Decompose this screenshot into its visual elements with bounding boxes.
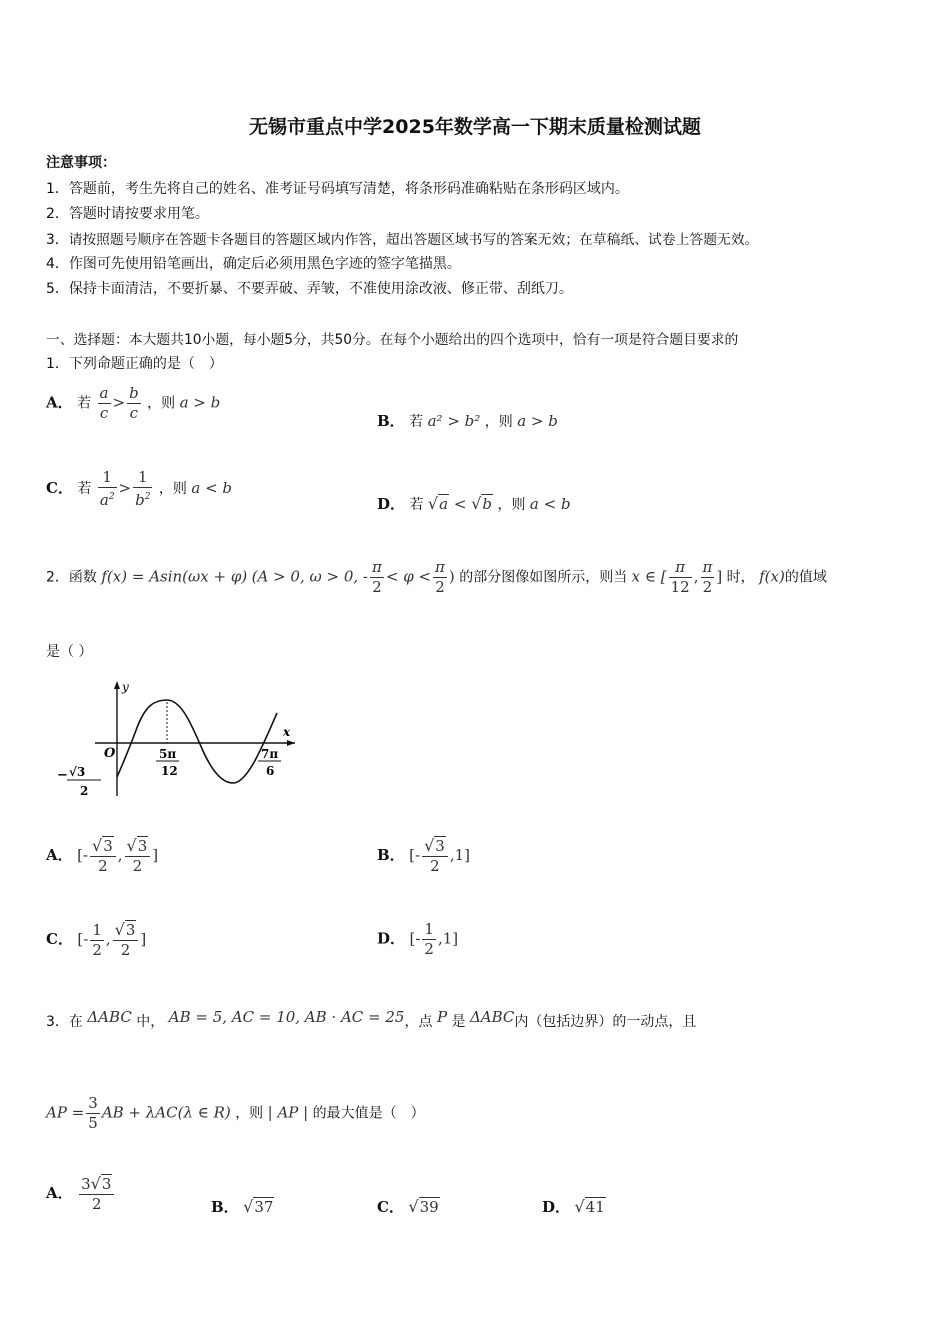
fraction: $\frac{3}{5}$ [88,1094,98,1132]
x-axis-arrow [287,740,295,746]
option-label: B． [377,846,405,864]
page-title: 无锡市重点中学2025年数学高一下期末质量检测试题 [249,116,701,138]
math: | AP | [267,1103,309,1122]
text: 的部分图像如图所示，则当 [459,569,628,586]
text: ，则 [484,414,513,430]
fraction: $\frac{\pi}{2}$ [702,558,713,596]
option-label: A． [46,393,73,412]
q2-option-d[interactable]: D． [- $\frac{1}{2}$ ,1] [377,920,459,958]
math: (A > 0, ω > 0, - [251,567,368,586]
fraction: $\frac{\pi}{12}$ [670,558,690,596]
math: a > b [179,393,221,412]
fraction: $\frac{√3}{2}$ [113,920,139,960]
text: ，则 [497,497,526,513]
q1-stem: 1．下列命题正确的是（ ） [46,356,223,372]
y-label: y [122,680,129,694]
fraction: $\frac{a}{c}$ [99,384,109,422]
math: √a < √b [427,494,492,513]
section-heading: 一、选择题：本大题共10小题，每小题5分，共50分。在每个小题给出的四个选项中，恰有一项是符合题目要求的 [46,332,739,348]
math: ΔABC [469,1008,515,1026]
fraction: $\frac{\pi}{2}$ [435,558,445,596]
x-label: x [283,725,291,739]
text: 的值域 [784,569,827,586]
option-label: D． [377,929,406,948]
fraction: $\frac{1}{a^2}$ [99,468,115,509]
text: 若 [77,481,92,497]
q3-condition [46,1094,425,1133]
option-label: C． [46,479,73,497]
text: ，则 [147,395,176,412]
math: a > b [517,412,558,430]
fraction: $\frac{√3}{2}$ [422,836,448,876]
q2-stem: 2．函数 f(x) = Asin(ωx + φ) (A > 0, ω > 0, - $\frac{\pi}{2}$ < φ < $\frac{\pi}{2}$ ) 的部分图像如图所示，则当 x ∈ [ $\frac{\pi}{12}$ , $\frac{\pi}{2}$ ] 时， f(x)的值域 [46,558,827,596]
option-label: A． [46,1184,73,1202]
math: P [436,1008,448,1026]
fraction: $\frac{1}{2}$ [424,920,434,958]
q1-option-a[interactable]: A． 若 $\frac{a}{c}$ > $\frac{b}{c}$ ，则 a > b [46,384,221,422]
math: ΔABC [87,1008,132,1026]
math: AP = [46,1103,85,1122]
y-axis-arrow [114,681,120,689]
text: 若 [409,414,424,430]
text: 若 [77,395,92,412]
notice-heading: 注意事项： [46,155,116,171]
text: 内（包括边界）的一动点，且 [514,1014,697,1030]
math: f(x) [759,567,785,586]
q1-option-d[interactable] [377,493,571,514]
text: ，则 [158,481,187,497]
q2-option-c[interactable]: C． [- $\frac{1}{2}$ , $\frac{√3}{2}$ ] [46,920,147,959]
fraction: $\frac{\pi}{2}$ [372,558,382,596]
y-value-label: 2 [80,784,89,798]
math: AB + λAC(λ ∈ R) [101,1103,231,1122]
option-label: B． [211,1198,239,1216]
sine-graph [55,678,305,803]
tick-label: 7π [261,747,279,761]
math: x ∈ [ [631,567,667,586]
tick-label: 6 [266,764,275,778]
notice-item: 2．答题时请按要求用笔。 [46,206,209,222]
y-value-label: − [57,768,68,783]
fraction: $\frac{b}{c}$ [129,384,139,422]
text: 3．在 [46,1014,83,1030]
tick-label: 5π [159,747,177,761]
notice-item: 3．请按照题号顺序在答题卡各题目的答题区域内作答，超出答题区域书写的答案无效；在草稿纸、试卷上答题无效。 [46,232,759,248]
q1-option-c[interactable]: C． 若 $\frac{1}{a^2}$ > $\frac{1}{b^2}$ ，则 a < b [46,468,233,509]
math: a < b [191,479,233,497]
math: 39 [419,1198,439,1216]
sine-curve [117,700,277,783]
origin-label: O [104,746,116,761]
text: ，点 [404,1014,433,1030]
y-value-label: √3 [69,765,86,779]
fraction: $\frac{1}{2}$ [92,920,102,959]
text: 的最大值是（ ） [312,1105,425,1122]
text: ，则 [235,1105,264,1122]
q2-stem-continued: 是（ ） [46,644,93,660]
text: 若 [409,497,424,513]
notice-item: 4．作图可先使用铅笔画出，确定后必须用黑色字迹的签字笔描黑。 [46,256,461,272]
q1-option-b[interactable] [377,410,558,431]
math: a < b [529,495,571,513]
fraction: $\frac{1}{b^2}$ [135,468,151,509]
option-label: A． [46,846,73,864]
q2-option-a[interactable]: A． [- $\frac{√3}{2}$ , $\frac{√3}{2}$ ] [46,836,159,875]
option-label: D． [377,495,406,513]
q3-option-b[interactable]: B． √37 [211,1197,274,1216]
notice-item: 5．保持卡面清洁，不要折暴、不要弄破、弄皱，不准使用涂改液、修正带、刮纸刀。 [46,281,573,297]
q3-stem [46,1008,696,1031]
fraction: $\frac{√3}{2}$ [125,836,151,876]
q3-option-d[interactable]: D． √41 [542,1197,605,1216]
math: 37 [254,1198,274,1216]
notice-item: 1．答题前，考生先将自己的姓名、准考证号码填写清楚，将条形码准确粘贴在条形码区域内。 [46,181,629,197]
math: 41 [585,1198,605,1216]
option-label: C． [377,1198,404,1216]
math: f(x) = Asin(ωx + φ) [101,567,248,586]
text: 中， [136,1014,165,1030]
text: 时， [726,569,755,586]
option-label: B． [377,412,405,430]
fraction: $\frac{√3}{2}$ [90,836,116,876]
option-label: C． [46,930,73,948]
option-label: D． [542,1198,571,1216]
q2-option-b[interactable]: B． [- $\frac{√3}{2}$ ,1] [377,836,470,875]
q3-option-c[interactable]: C． √39 [377,1197,439,1216]
q3-option-a[interactable] [46,1174,116,1214]
text: 2．函数 [46,569,97,586]
text: 是 [451,1014,466,1030]
tick-label: 12 [161,764,178,778]
math: AB = 5, AC = 10, AB · AC = 25 [168,1008,405,1026]
math: a² > b² [427,412,481,430]
fraction: $\frac{3√3}{2}$ [79,1174,114,1214]
